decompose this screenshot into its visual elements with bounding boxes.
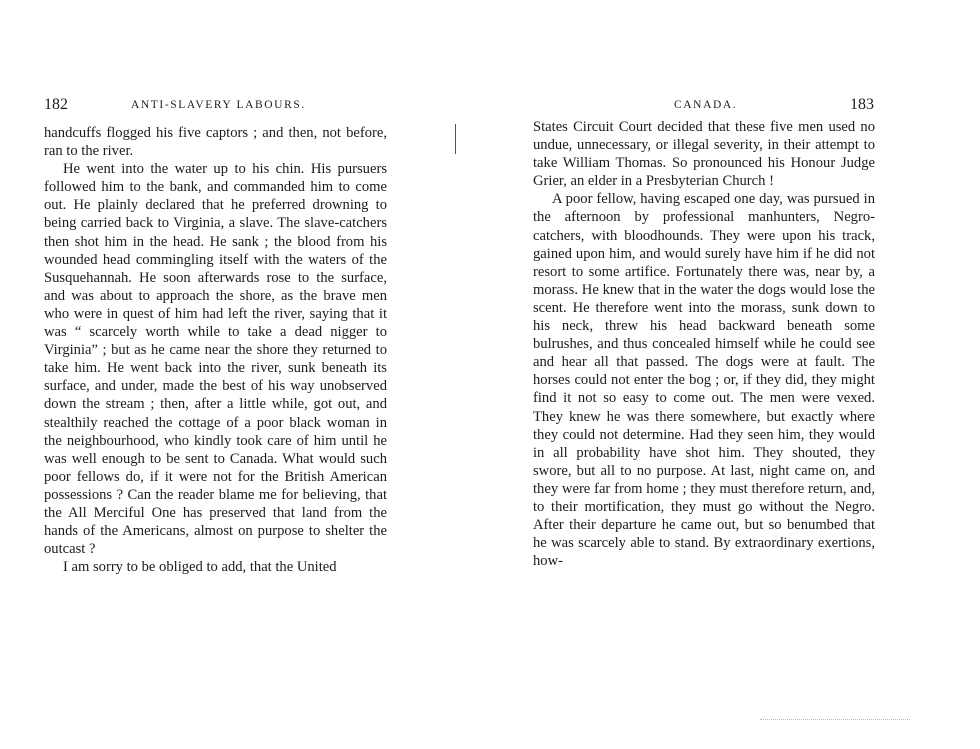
right-page-number: 183 <box>850 96 874 113</box>
left-page-number: 182 <box>44 96 68 113</box>
scan-speck-marks <box>760 719 910 720</box>
left-running-head <box>44 95 384 115</box>
left-page <box>0 0 470 749</box>
right-running-head <box>534 95 874 115</box>
left-running-title: ANTI-SLAVERY LABOURS. <box>131 99 306 111</box>
right-running-title: CANADA. <box>674 99 738 111</box>
left-paragraph-3: I am sorry to be obliged to add, that the United <box>63 559 337 576</box>
right-body-text <box>533 118 875 570</box>
right-paragraph-2: A poor fellow, having escaped one day, was pursued in the afternoon by professional manhunters, Negro-catchers, with bloodhounds. They were upon his track, gained upon him, and would surely have him if he did not resort to some artifice. Fortunately there was, near by, a morass. He knew that in the water the dogs would lose the scent. He therefore went into the morass, sunk down to his neck, threw his head backward beneath some bulrushes, and thus concealed himself while he could see and hear all that passed. The dogs were at fault. The horses could not enter the bog ; or, if they did, they might find it not so easy to come out. The men were vexed. They knew he was there somewhere, but exactly where they could not determine. Had they seen him, they would in all probability have shot him. They shouted, they swore, but all to no purpose. At last, night came on, and they were far from home ; they must therefore return, and, to their mortification, they must go without the Negro. After their departure he came out, but so benumbed that he was scarcely able to stand. By extraordinary exertions, how- <box>533 191 875 570</box>
left-body-text <box>44 124 387 576</box>
left-paragraph-2: He went into the water up to his chin. His pursuers followed him to the bank, and commanded him to come out. He plainly declared that he preferred drowning to being carried back to Virginia, a slave. The slave-catchers then shot him in the head. He sank ; the blood from his wounded head commingling itself with the waters of the Susquehannah. He soon afterwards rose to the surface, and was about to approach the shore, as the brave men who were in quest of him had left the river, saying that it was “ scarcely worth while to take a dead nigger to Virginia” ; but as he came near the shore they returned to take him. He went back into the river, sunk beneath its surface, and under, made the best of his way unobserved down the stream ; then, after a little while, got out, and stealthily reached the cottage of a poor black woman in the neighbourhood, who kindly took care of him until he was well enough to be sent to Canada. What would such poor fellows do, if it were not for the British American possessions ? Can the reader blame me for believing, that the All Merciful One has preserved that land from the hands of the Americans, almost on purpose to shelter the outcast ? <box>44 161 387 558</box>
left-paragraph-1: handcuffs flogged his five captors ; and then, not before, ran to the river. <box>44 125 387 160</box>
gutter-mark <box>455 124 456 154</box>
right-paragraph-1: States Circuit Court decided that these five men used no undue, unnecessary, or illegal severity, in their attempt to take William Thomas. So pronounced his Honour Judge Grier, an elder in a Presbyterian Church ! <box>533 119 875 190</box>
right-page <box>470 0 980 749</box>
